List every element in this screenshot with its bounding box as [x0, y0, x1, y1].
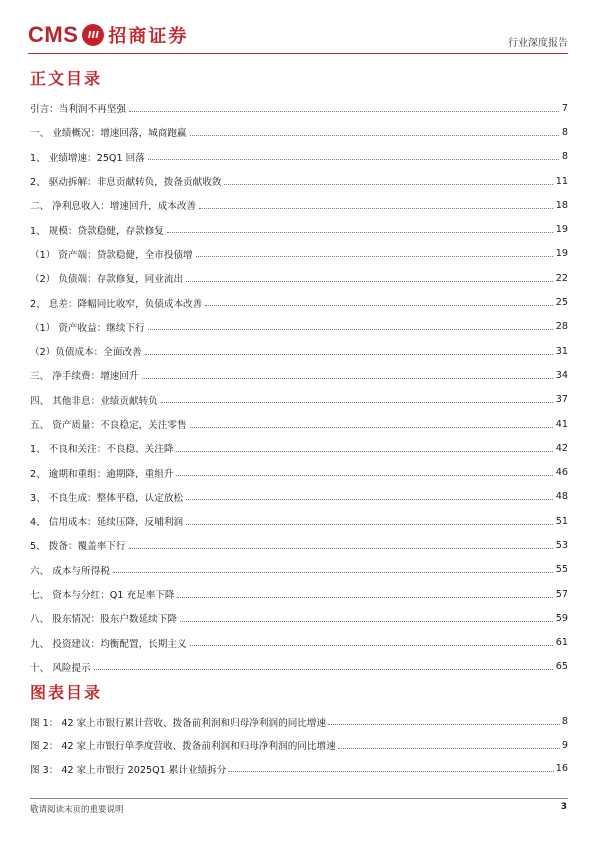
toc-entry-page: 19	[555, 248, 568, 260]
toc-entry[interactable]	[30, 606, 568, 630]
figure-entry-title: 图 1： 42 家上市银行累计营收、拨备前利润和归母净利润的同比增速	[30, 717, 327, 729]
dot-leader	[180, 621, 553, 622]
toc-entry-title: 九、 投资建议：均衡配置，长期主义	[30, 636, 188, 650]
dot-leader	[129, 548, 553, 549]
toc-entry-page: 25	[555, 297, 568, 309]
toc-entry-page: 8	[561, 126, 568, 138]
dot-leader	[113, 572, 553, 573]
dot-leader	[190, 135, 559, 136]
toc-heading: 正文目录	[30, 69, 103, 88]
dot-leader	[142, 378, 553, 379]
toc-entry-page: 59	[555, 612, 568, 624]
figure-entry-page: 8	[561, 716, 568, 728]
toc-entry-title: 五、 资产质量：不良稳定，关注零售	[30, 417, 188, 431]
dot-leader	[205, 305, 553, 306]
toc-entry-title: 七、 资本与分红：Q1 充足率下降	[30, 587, 175, 601]
toc-entry-page: 19	[555, 224, 568, 236]
toc-entry-title: （1） 资产端：贷款稳健，全市投债增	[30, 247, 194, 261]
toc-entry[interactable]	[30, 242, 568, 266]
footer-divider	[30, 798, 568, 799]
toc-entry-page: 34	[555, 369, 568, 381]
report-type-label: 行业深度报告	[508, 38, 568, 49]
toc-entry[interactable]	[30, 509, 568, 533]
toc-entry[interactable]	[30, 193, 568, 217]
toc-entry[interactable]	[30, 485, 568, 509]
dot-leader	[224, 184, 552, 185]
toc-entry-title: 5、 拨备：覆盖率下行	[30, 538, 127, 552]
toc-entry-page: 61	[555, 637, 568, 649]
toc-entry[interactable]	[30, 266, 568, 290]
toc-entry-page: 8	[561, 151, 568, 163]
logo-badge-icon: III	[82, 24, 104, 46]
dot-leader	[190, 645, 553, 646]
toc-entry-title: 2、 息差：降幅同比收窄，负债成本改善	[30, 296, 203, 310]
toc-entry-title: （2） 负债端：存款修复，同业流出	[30, 271, 184, 285]
toc-list	[30, 96, 568, 679]
dot-leader	[129, 111, 559, 112]
toc-entry-page: 7	[561, 102, 568, 114]
toc-entry[interactable]	[30, 460, 568, 484]
dot-leader	[167, 232, 553, 233]
toc-entry-page: 65	[555, 661, 568, 673]
toc-entry[interactable]	[30, 290, 568, 314]
logo-chinese-text: 招商证券	[108, 26, 189, 47]
toc-entry-page: 41	[555, 418, 568, 430]
toc-entry-page: 31	[555, 345, 568, 357]
figure-entry-title: 图 2： 42 家上市银行单季度营收、拨备前利润和归母净利润的同比增速	[30, 741, 336, 753]
toc-entry-page: 55	[555, 564, 568, 576]
toc-entry-title: 1、 规模：贷款稳健，存款修复	[30, 223, 165, 237]
figures-heading: 图表目录	[30, 683, 103, 702]
toc-entry-title: 2、 逾期和重组：逾期降，重组升	[30, 466, 174, 480]
toc-entry-title: 二、 净利息收入：增速回升，成本改善	[30, 198, 197, 212]
figure-entry-page: 16	[555, 763, 568, 775]
toc-entry-page: 53	[555, 539, 568, 551]
toc-entry-title: （1） 资产收益：继续下行	[30, 320, 146, 334]
toc-entry-page: 22	[555, 272, 568, 284]
dot-leader	[145, 354, 553, 355]
logo-latin-text: CMS	[28, 22, 79, 47]
toc-entry-title: 十、 风险提示	[30, 660, 92, 674]
toc-entry-title: 六、 成本与所得税	[30, 563, 111, 577]
toc-entry-title: 4、 信用成本：延续压降，反哺利润	[30, 514, 184, 528]
toc-entry-title: 三、 净手续费：增速回升	[30, 368, 140, 382]
figure-entry-page: 9	[561, 739, 568, 751]
dot-leader	[338, 748, 560, 749]
dot-leader	[186, 524, 553, 525]
dot-leader	[176, 451, 552, 452]
dot-leader	[176, 475, 552, 476]
toc-entry-page: 42	[555, 442, 568, 454]
toc-entry[interactable]	[30, 655, 568, 679]
toc-entry-page: 57	[555, 588, 568, 600]
page-header	[28, 20, 568, 50]
figure-entry-title: 图 3： 42 家上市银行 2025Q1 累计业绩拆分	[30, 764, 227, 776]
toc-entry-title: 2、 驱动拆解：非息贡献转负，拨备贡献收敛	[30, 174, 222, 188]
toc-entry[interactable]	[30, 339, 568, 363]
toc-entry[interactable]	[30, 145, 568, 169]
dot-leader	[186, 281, 553, 282]
toc-entry[interactable]	[30, 436, 568, 460]
toc-entry[interactable]	[30, 582, 568, 606]
toc-entry[interactable]	[30, 217, 568, 241]
toc-entry-title: （2）负债成本：全面改善	[30, 344, 143, 358]
toc-entry[interactable]	[30, 412, 568, 436]
toc-entry[interactable]	[30, 388, 568, 412]
dot-leader	[328, 724, 560, 725]
toc-entry[interactable]	[30, 169, 568, 193]
toc-entry-page: 46	[555, 467, 568, 479]
dot-leader	[148, 159, 559, 160]
dot-leader	[196, 256, 553, 257]
dot-leader	[94, 669, 553, 670]
toc-entry-page: 11	[555, 175, 568, 187]
toc-entry[interactable]	[30, 315, 568, 339]
toc-entry-title: 一、 业绩概况：增速回落，城商跑赢	[30, 125, 188, 139]
toc-entry-title: 四、 其他非息：业绩贡献转负	[30, 393, 159, 407]
toc-entry[interactable]	[30, 558, 568, 582]
dot-leader	[228, 771, 553, 772]
toc-entry[interactable]	[30, 533, 568, 557]
toc-entry[interactable]	[30, 363, 568, 387]
toc-entry[interactable]	[30, 120, 568, 144]
toc-entry[interactable]	[30, 96, 568, 120]
toc-entry[interactable]	[30, 631, 568, 655]
page-number: 3	[560, 802, 567, 812]
toc-entry-title: 八、 股东情况：股东户数延续下降	[30, 611, 178, 625]
toc-entry-page: 18	[555, 199, 568, 211]
dot-leader	[190, 427, 553, 428]
dot-leader	[186, 499, 553, 500]
toc-entry-title: 3、 不良生成：整体平稳，认定放松	[30, 490, 184, 504]
toc-entry-page: 48	[555, 491, 568, 503]
figure-entry[interactable]	[30, 710, 568, 734]
toc-entry-title: 1、 业绩增速：25Q1 回落	[30, 150, 146, 164]
dot-leader	[177, 597, 552, 598]
toc-entry-title: 引言：当利润不再坚强	[30, 101, 127, 115]
figure-entry[interactable]	[30, 757, 568, 781]
header-divider	[28, 53, 568, 54]
dot-leader	[148, 329, 553, 330]
toc-entry-page: 37	[555, 394, 568, 406]
toc-entry-page: 51	[555, 515, 568, 527]
footer-disclaimer: 敬请阅读末页的重要说明	[30, 805, 124, 815]
toc-entry-title: 1、 不良和关注：不良稳、关注降	[30, 441, 174, 455]
cms-logo	[28, 20, 188, 50]
dot-leader	[161, 402, 553, 403]
figures-list	[30, 710, 568, 781]
figure-entry[interactable]	[30, 734, 568, 758]
toc-entry-page: 28	[555, 321, 568, 333]
dot-leader	[199, 208, 553, 209]
